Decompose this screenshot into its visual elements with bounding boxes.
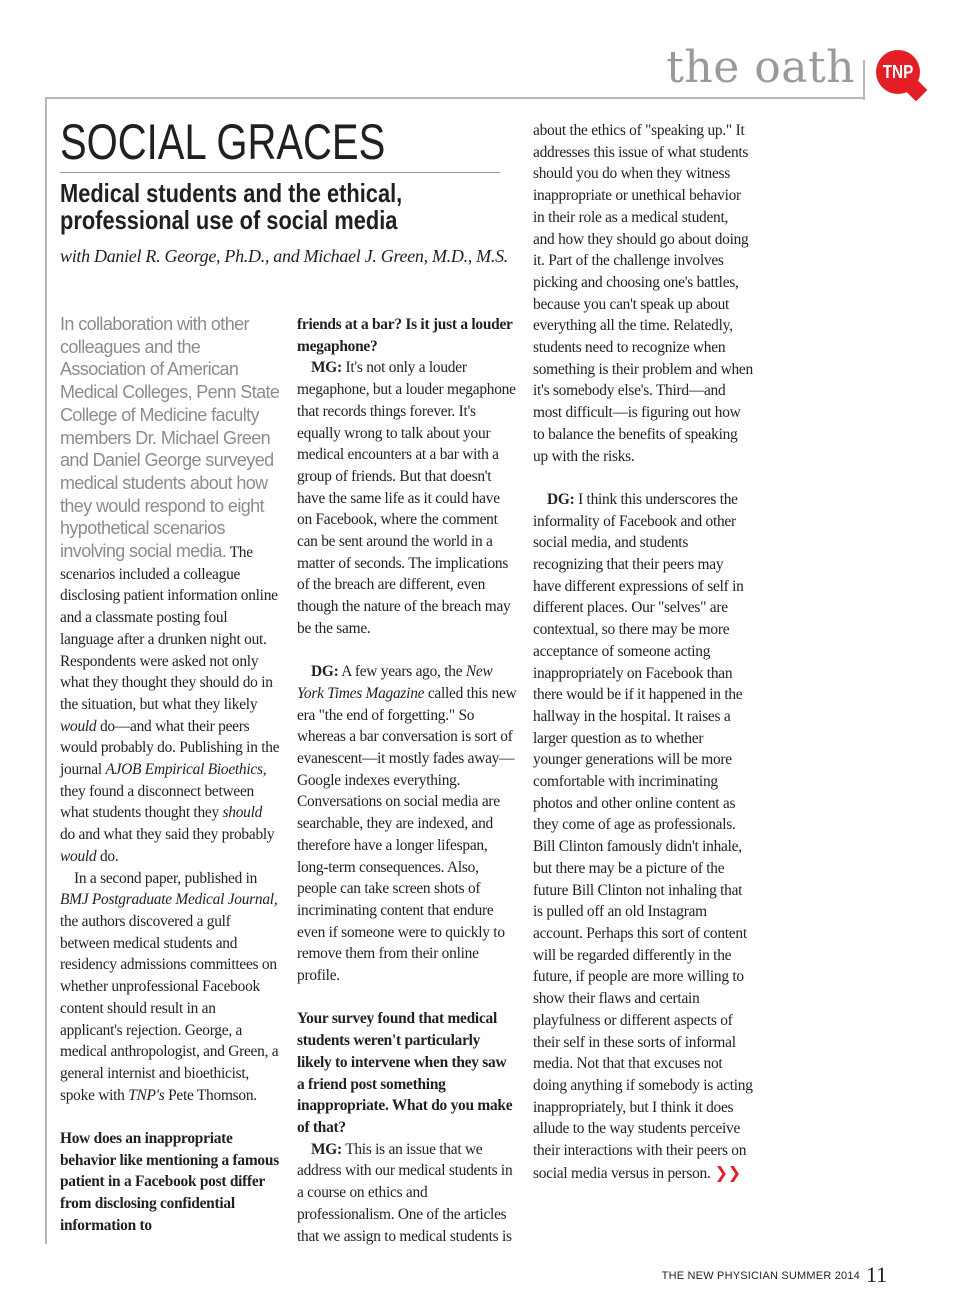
intro-text-3: they found a disconnect between what students thought they: [60, 782, 254, 822]
left-margin-rule: [45, 97, 47, 1244]
emphasis-should: should: [222, 804, 263, 822]
text-column-2: [297, 314, 517, 1247]
second-text-2: the authors discovered a gulf between medical students and residency admissions committees on whether unprofessional Facebook content should result in an applicant's rejection. George, a medical anthropologist, and Green, a general internist and bioethicist, spoke with: [60, 912, 279, 1104]
speaker-mg: MG:: [311, 1140, 342, 1158]
subtitle-line-2: professional use of social media: [60, 205, 398, 235]
page-number: 11: [866, 1262, 888, 1287]
question-2: Your survey found that medical students weren't particularly likely to intervene when they saw a friend post something inappropriate. What do you make of that?: [297, 1010, 513, 1136]
speaker-dg: DG:: [311, 663, 339, 681]
footer-publication: THE NEW PHYSICIAN SUMMER 2014: [661, 1270, 860, 1282]
question-1: How does an inappropriate behavior like mentioning a famous patient in a Facebook post differ from disclosing confidential information to: [60, 1130, 279, 1234]
section-name: the oath: [666, 42, 855, 93]
article-subtitle: [60, 180, 430, 234]
article-title: SOCIAL GRACES: [60, 114, 386, 170]
magazine-name: New York Times Magazine: [297, 663, 493, 702]
text-column-1: [60, 314, 280, 1237]
speaker-mg: MG:: [311, 359, 342, 377]
article-byline: with Daniel R. George, Ph.D., and Michael J. Green, M.D., M.S.: [60, 246, 508, 266]
intro-paragraph: [60, 314, 280, 868]
question-1-continued: friends at a bar? Is it just a louder megaphone?: [297, 316, 513, 355]
answer-text: It's not only a louder megaphone, but a louder megaphone that records things forever. It's equally wrong to talk about your medical encounters at a bar with a group of friends. But that doesn't have the same life as it could have on Facebook, where the comment can be sent around the world in a matter of seconds. The implications of the breach are different, even though the nature of the breach may be the same.: [297, 359, 516, 637]
subtitle-line-1: Medical students and the ethical,: [60, 178, 403, 208]
answer-text: This is an issue that we address with our medical students in a course on ethics and professionalism. One of the articles that we assign to medical students is: [297, 1140, 513, 1245]
text-column-3: [533, 120, 753, 1184]
answer-mg-2-continued: about the ethics of "speaking up." It addresses this issue of what students should you do when they witness inappropriate or unethical behavior in their role as a medical student, and how they should go about doing it. Part of the challenge involves picking and choosing one's battles, because you can't speak up about everything all the time. Relatedly, students need to recognize when something is their problem and when it's somebody else's. Third—and most difficult—is figuring out how to balance the benefits of speaking up with the risks.: [533, 122, 753, 465]
intro-text-5: do.: [96, 847, 119, 865]
journal-name-ajob: AJOB Empirical Bioethics,: [105, 761, 267, 779]
second-text-3: Pete Thomson.: [164, 1086, 257, 1104]
answer-dg-1: [297, 661, 517, 987]
answer-text: I think this underscores the informality of Facebook and other social media, and students recognizing that their peers may have different expressions of self in different places. Our "selves" are contextual, so there may be more acceptance of someone acting inappropriately on Facebook than there would be if it happened in the hallway in the hospital. It raises a larger question as to whether younger generations will be more comfortable with incriminating photos and other online content as they come of age as professionals. Bill Clinton famously didn't inhale, but there may be a picture of the future Bill Clinton not inhaling that is pulled off an old Instagram account. Perhaps this sort of content will be regarded differently in the future, if people are more willing to show their flaws and certain playfulness or different aspects of their self in these sorts of informal media. Not that that excuses not doing anything if somebody is acting inappropriately, but I think it does allude to the way students perceive their interactions with their peers on social media versus in person.: [533, 490, 753, 1182]
speaker-dg: DG:: [547, 490, 575, 508]
intro-text-4: do and what they said they probably: [60, 826, 275, 844]
header-rule: [45, 97, 865, 99]
tnp-logo-text: TNP: [882, 62, 914, 82]
emphasis-would-2: would: [60, 847, 97, 865]
double-chevron-right-icon: ❯❯: [714, 1162, 741, 1182]
answer-mg-1: [297, 357, 517, 639]
lead-in-text: In collaboration with other colleagues and the Association of American Medical Colleges, Penn State College of Medicine faculty members Dr. Michael Green and Daniel George surveyed medical students about how they would respond to eight hypothetical scenarios involving social media.: [60, 314, 280, 562]
title-rule: [60, 172, 500, 173]
header-divider: [863, 60, 865, 100]
intro-text-1: The scenarios included a colleague disclosing patient information online and a classmate posting foul language after a drunken night out. Respondents were asked not only what they thought they should do in the situation, but what they likely: [60, 544, 278, 713]
answer-mg-2: [297, 1139, 517, 1248]
answer-dg-2: [533, 489, 753, 1185]
answer-text: called this new era "the end of forgetting." So whereas a bar conversation is sort of evanescent—it mostly fades away—Google indexes everything. Conversations on social media are searchable, they are indexed, and therefore have a longer lifespan, long-term consequences. Also, people can take screen shots of incriminating content that endure even if someone were to quickly to remove them from their online profile.: [297, 684, 517, 985]
intro-text-2: do—and what their peers would probably do. Publishing in the journal: [60, 717, 280, 779]
second-text-1: In a second paper, published in: [74, 869, 258, 887]
second-paragraph: [60, 868, 280, 1107]
emphasis-would: would: [60, 717, 97, 735]
answer-text: A few years ago, the: [338, 663, 466, 681]
journal-name-bmj: BMJ Postgraduate Medical Journal,: [60, 891, 278, 909]
publication-name-tnp: TNP's: [128, 1086, 165, 1104]
tnp-logo-badge: [876, 50, 920, 94]
